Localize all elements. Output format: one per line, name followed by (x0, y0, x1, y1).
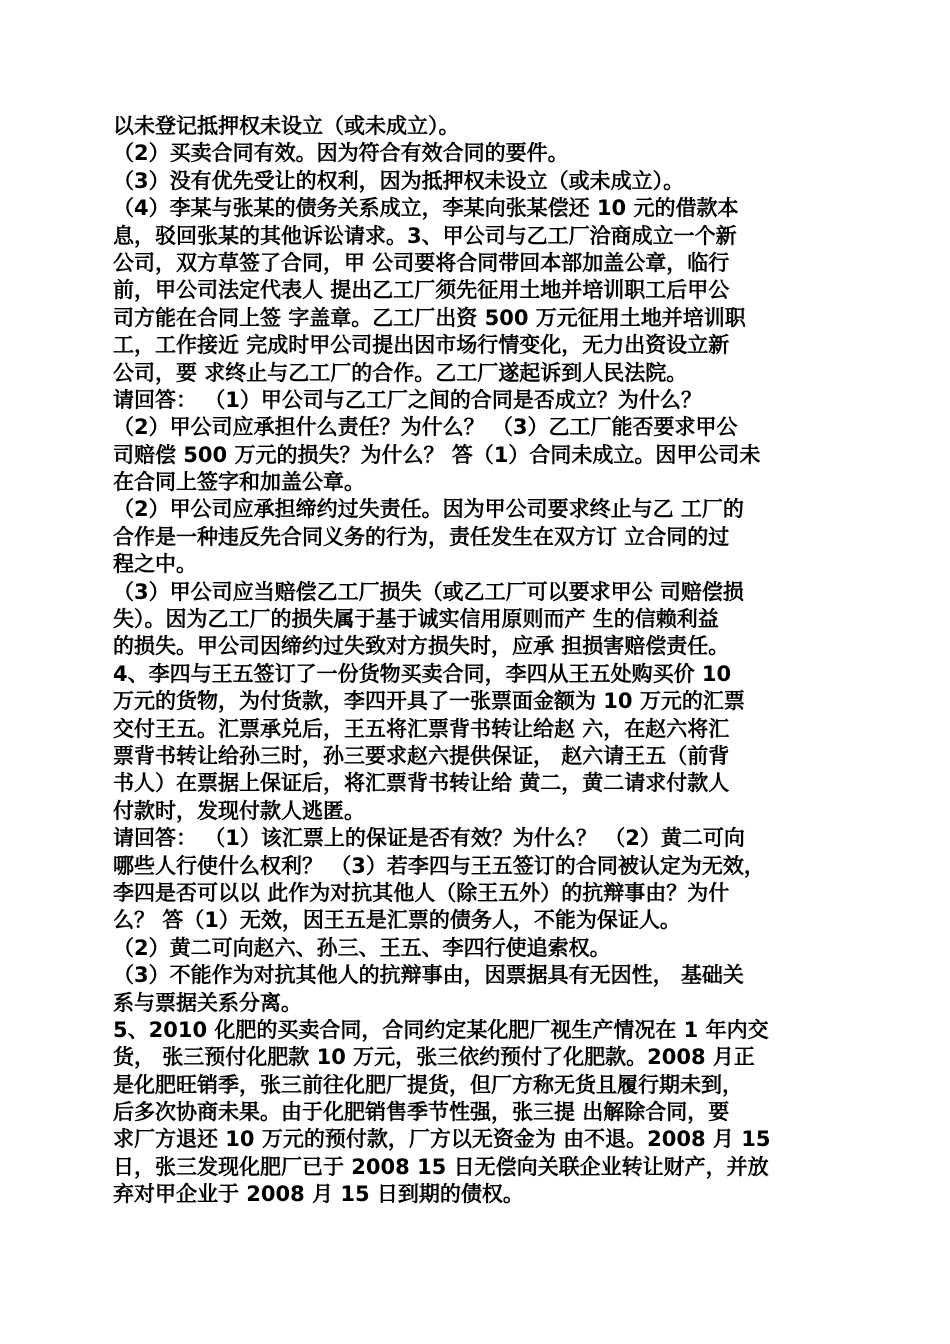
text-line: 货， 张三预付化肥款 10 万元，张三依约预付了化肥款。2008 月正 (113, 1045, 755, 1070)
document-body (113, 113, 843, 1209)
text-line: 失）。因为乙工厂的损失属于基于诚实信用原则而产 生的信赖利益 (113, 607, 719, 632)
text-line: 请回答： （1）甲公司与乙工厂之间的合同是否成立？为什么？ (113, 387, 702, 412)
text-line: （2）甲公司应承担什么责任？为什么？ （3）乙工厂能否要求甲公 (113, 415, 738, 440)
text-line: 求厂方退还 10 万元的预付款，厂方以无资金为 由不退。2008 月 15 (113, 1127, 771, 1152)
text-line: 5、2010 化肥的买卖合同，合同约定某化肥厂视生产情况在 1 年内交 (113, 1017, 769, 1042)
text-line: （2）黄二可向赵六、孙三、王五、李四行使追索权。 (113, 935, 611, 960)
text-line: 日，张三发现化肥厂已于 2008 15 日无偿向关联企业转让财产，并放 (113, 1154, 769, 1179)
text-line: 书人）在票据上保证后，将汇票背书转让给 黄二，黄二请求付款人 (113, 771, 730, 796)
text-line: （2）甲公司应承担缔约过失责任。因为甲公司要求终止与乙 工厂的 (113, 497, 744, 522)
text-line: （2）买卖合同有效。因为符合有效合同的要件。 (113, 141, 569, 166)
text-line: 交付王五。汇票承兑后，王五将汇票背书转让给赵 六，在赵六将汇 (113, 716, 730, 741)
text-line: 弃对甲企业于 2008 月 15 日到期的债权。 (113, 1182, 524, 1207)
text-line: 程之中。 (113, 552, 197, 577)
text-line: 系与票据关系分离。 (113, 990, 302, 1015)
text-line: 是化肥旺销季，张三前往化肥厂提货，但厂方称无货且履行期未到， (113, 1072, 743, 1097)
text-line: 后多次协商未果。由于化肥销售季节性强，张三提 出解除合同，要 (113, 1100, 730, 1125)
text-line: 请回答： （1）该汇票上的保证是否有效？为什么？ （2）黄二可向 (113, 826, 745, 851)
text-line: 公司，要 求终止与乙工厂的合作。乙工厂遂起诉到人民法院。 (113, 360, 688, 385)
text-line: 哪些人行使什么权利？ （3）若李四与王五签订的合同被认定为无效， (113, 853, 765, 878)
text-line: （3）不能作为对抗其他人的抗辩事由，因票据具有无因性， 基础关 (113, 963, 744, 988)
text-line: 在合同上签字和加盖公章。 (113, 470, 365, 495)
text-line: 4、李四与王五签订了一份货物买卖合同，李四从王五处购买价 10 (113, 661, 732, 686)
text-line: （4）李某与张某的债务关系成立，李某向张某偿还 10 元的借款本 (113, 196, 739, 221)
text-line: 工，工作接近 完成时甲公司提出因市场行情变化，无力出资设立新 (113, 333, 730, 358)
text-line: 公司，双方草签了合同，甲 公司要将合同带回本部加盖公章，临行 (113, 250, 730, 275)
text-line: 息，驳回张某的其他诉讼请求。3、甲公司与乙工厂洽商成立一个新 (113, 223, 737, 248)
text-line: （3）没有优先受让的权利，因为抵押权未设立（或未成立）。 (113, 168, 685, 193)
text-line: 李四是否可以以 此作为对抗其他人（除王五外）的抗辩事由？为什 (113, 880, 730, 905)
text-line: 以未登记抵押权未设立（或未成立）。 (113, 114, 460, 138)
text-line: 票背书转让给孙三时，孙三要求赵六提供保证， 赵六请王五（前背 (113, 743, 730, 768)
text-line: 司赔偿 500 万元的损失？为什么？ 答（1）合同未成立。因甲公司未 (113, 442, 761, 467)
text-line: 么？ 答（1）无效，因王五是汇票的债务人，不能为保证人。 (113, 908, 681, 933)
text-line: 司方能在合同上签 字盖章。乙工厂出资 500 万元征用土地并培训职 (113, 305, 746, 330)
text-line: 付款时，发现付款人逃匿。 (113, 798, 365, 823)
text-line: 万元的货物，为付货款，李四开具了一张票面金额为 10 万元的汇票 (113, 689, 745, 714)
text-line: 合作是一种违反先合同义务的行为，责任发生在双方订 立合同的过 (113, 524, 730, 549)
text-line: 前，甲公司法定代表人 提出乙工厂须先征用土地并培训职工后甲公 (113, 278, 730, 303)
text-line: 的损失。甲公司因缔约过失致对方损失时，应承 担损害赔偿责任。 (113, 634, 730, 659)
text-line: （3）甲公司应当赔偿乙工厂损失（或乙工厂可以要求甲公 司赔偿损 (113, 579, 744, 604)
